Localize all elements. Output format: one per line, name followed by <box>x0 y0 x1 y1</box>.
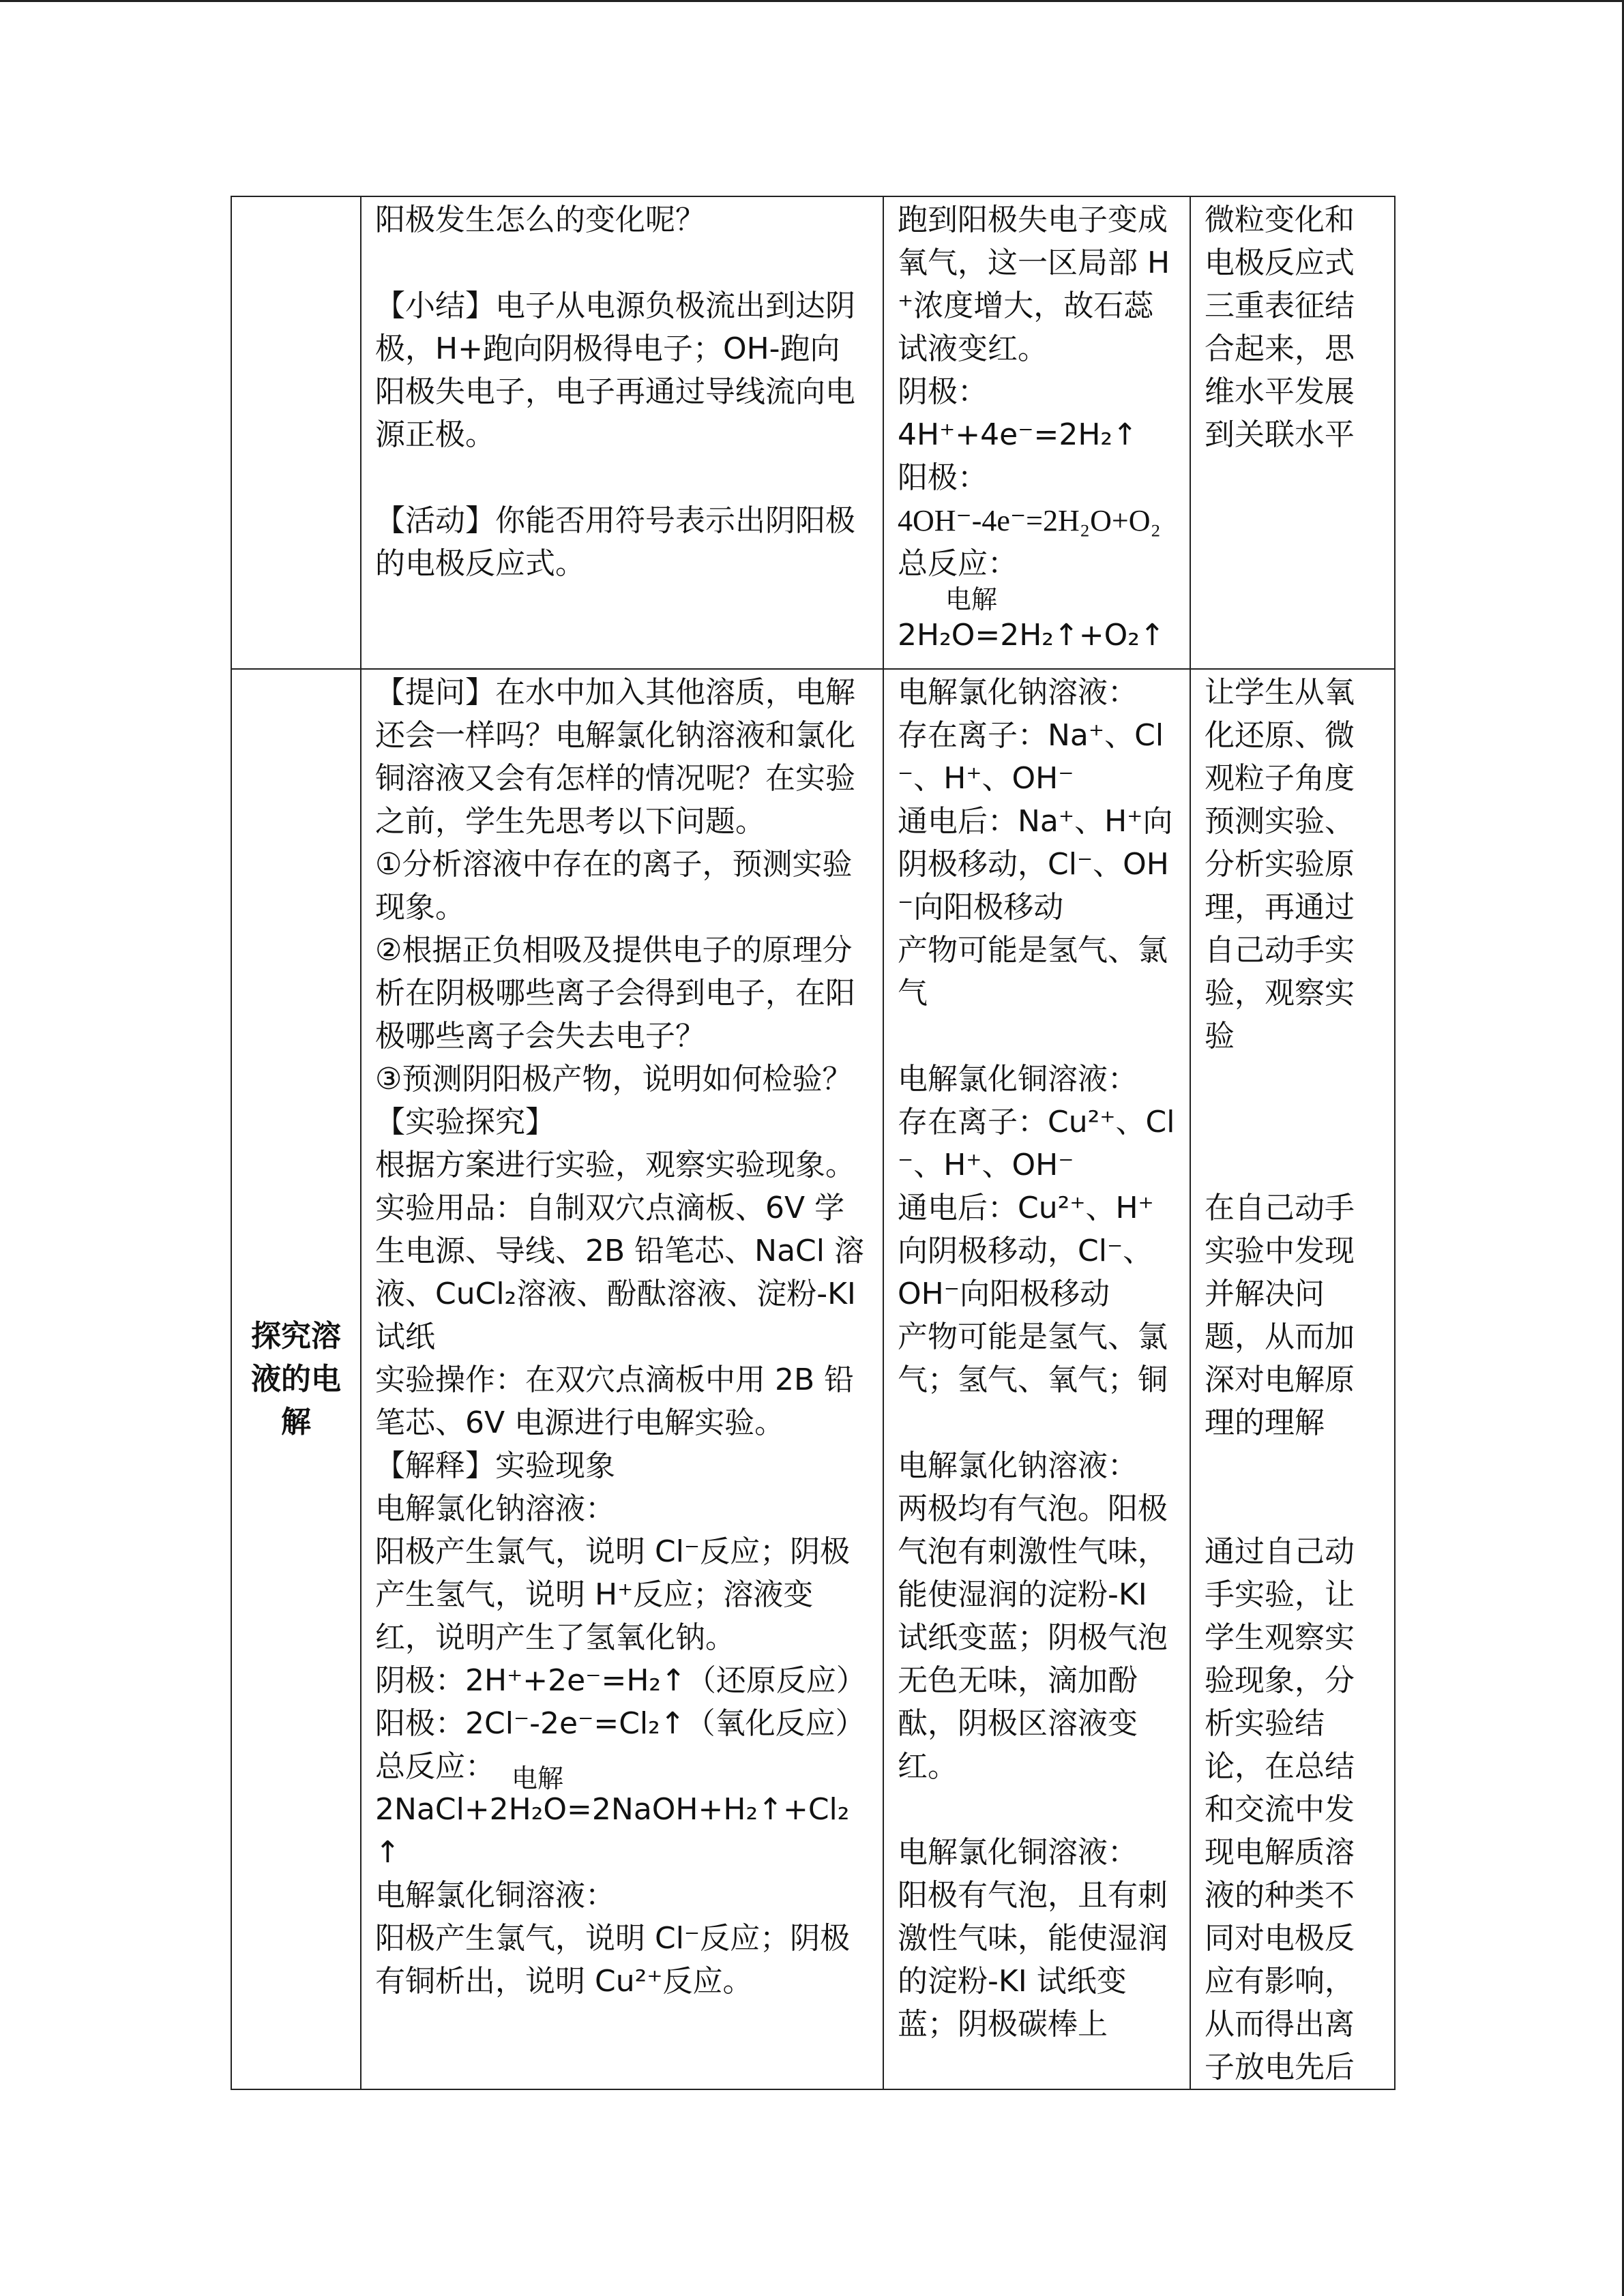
paragraph: 存在离子：Cu²⁺、Cl⁻、H⁺、OH⁻ <box>898 1105 1175 1182</box>
paragraph: ①分析溶液中存在的离子，预测实验现象。 <box>375 847 853 925</box>
paragraph: 产物可能是氢气、氯气；氢气、氧气；铜 <box>898 1320 1168 1397</box>
paragraph: 让学生从氧化还原、微观粒子角度预测实验、分析实验原理，再通过自己动手实验，观察实验 <box>1205 675 1355 1054</box>
teacher-activity-cell <box>361 196 883 669</box>
topic-cell-empty <box>231 196 361 669</box>
paragraph: 跑到阳极失电子变成氧气，这一区局部 H⁺浓度增大，故石蕊试液变红。 <box>898 203 1170 366</box>
student-activity-cell <box>883 196 1190 669</box>
paragraph: 【实验探究】 <box>375 1105 555 1139</box>
cathode-equation: 4H⁺+4e⁻=2H₂↑ <box>898 417 1138 452</box>
paragraph: 阳极有气泡，且有刺激性气味，能使湿润的淀粉-KI 试纸变蓝；阴极碳棒上 <box>898 1878 1168 2042</box>
paragraph: 通电后：Cu²⁺、H⁺向阴极移动，Cl⁻、OH⁻向阳极移动 <box>898 1191 1154 1311</box>
paragraph: 实验用品：自制双穴点滴板、6V 学生电源、导线、2B 铅笔芯、NaCl 溶液、CuCl₂溶液、酚酞溶液、淀粉-KI 试纸 <box>375 1191 864 1354</box>
student-activity-cell <box>883 669 1190 2089</box>
topic-cell <box>231 669 361 2089</box>
paragraph: 电解氯化铜溶液： <box>898 1835 1138 1870</box>
total-label: 总反应： <box>375 1749 495 1784</box>
total-equation: 2NaCl+2H₂O=2NaOH+H₂↑+Cl₂↑ <box>375 1792 850 1870</box>
paragraph: 通过自己动手实验，让学生观察实验现象，分析实验结论，在总结和交流中发现电解质溶液的种类不同对电极反应有影响，从而得出离子放电先后 <box>1205 1534 1355 2085</box>
anode-label: 阳极： <box>898 460 988 495</box>
topic-title: 探究溶液的电解 <box>251 1319 341 1440</box>
paragraph: 阳极产生氯气，说明 Cl⁻反应；阴极产生氢气，说明 H⁺反应；溶液变红，说明产生了氢氧化钠。 <box>375 1534 851 1655</box>
table-row <box>231 669 1395 2089</box>
reaction-condition: 电解 <box>512 1763 564 1793</box>
paragraph: 根据方案进行实验，观察实验现象。 <box>375 1148 855 1182</box>
cathode-label: 阴极： <box>898 374 988 409</box>
paragraph: 【小结】电子从电源负极流出到达阴极，H+跑向阴极得电子；OH-跑向阳极失电子，电子再通过导线流向电源正极。 <box>375 288 855 452</box>
paragraph: 电解氯化铜溶液： <box>375 1878 615 1913</box>
paragraph: 实验操作：在双穴点滴板中用 2B 铅笔芯、6V 电源进行电解实验。 <box>375 1362 855 1440</box>
lesson-plan-table <box>231 196 1396 2090</box>
paragraph: 电解氯化钠溶液： <box>898 675 1138 710</box>
paragraph: 电解氯化钠溶液： <box>898 1448 1138 1483</box>
paragraph: 电解氯化钠溶液： <box>375 1491 615 1526</box>
paragraph: 阳极产生氯气，说明 Cl⁻反应；阴极有铜析出，说明 Cu²⁺反应。 <box>375 1921 851 1999</box>
anode-equation: 阳极：2Cl⁻-2e⁻=Cl₂↑（氧化反应） <box>375 1706 866 1741</box>
paragraph: ③预测阴阳极产物，说明如何检验？ <box>375 1062 853 1097</box>
design-intent-cell <box>1190 669 1395 2089</box>
cathode-equation: 阴极：2H⁺+2e⁻=H₂↑（还原反应） <box>375 1663 866 1698</box>
paragraph: 【提问】在水中加入其他溶质，电解还会一样吗？电解氯化钠溶液和氯化铜溶液又会有怎样的情况呢？在实验之前，学生先思考以下问题。 <box>375 675 855 839</box>
paragraph: 阳极发生怎么的变化呢？ <box>375 203 705 237</box>
total-equation: 2H₂O=2H₂↑+O₂↑ <box>898 618 1165 653</box>
design-intent-cell <box>1190 196 1395 669</box>
paragraph: 电解氯化铜溶液： <box>898 1062 1138 1097</box>
paragraph: 【活动】你能否用符号表示出阴阳极的电极反应式。 <box>375 503 855 581</box>
paragraph: 在自己动手实验中发现并解决问题，从而加深对电解原理的理解 <box>1205 1191 1355 1440</box>
paragraph: 存在离子：Na⁺、Cl⁻、H⁺、OH⁻ <box>898 718 1164 796</box>
paragraph: 微粒变化和电极反应式三重表征结合起来，思维水平发展到关联水平 <box>1205 203 1355 452</box>
paragraph: 产物可能是氢气、氯气 <box>898 933 1168 1011</box>
reaction-condition: 电解 <box>945 584 998 614</box>
paragraph: 通电后：Na⁺、H⁺向阴极移动，Cl⁻、OH⁻向阳极移动 <box>898 804 1173 925</box>
total-label: 总反应： <box>898 546 1018 581</box>
page-top-rule <box>0 0 1624 2</box>
anode-equation: 4OH⁻-4e⁻=2H₂O+O₂ <box>898 504 1161 537</box>
paragraph: ②根据正负相吸及提供电子的原理分析在阴极哪些离子会得到电子，在阳极哪些离子会失去电子？ <box>375 933 855 1054</box>
paragraph: 【解释】实验现象 <box>375 1448 615 1483</box>
paragraph: 两极均有气泡。阳极气泡有刺激性气味，能使湿润的淀粉-KI 试纸变蓝；阴极气泡无色无味，滴加酚酞，阴极区溶液变红。 <box>898 1491 1168 1784</box>
table-row <box>231 196 1395 669</box>
teacher-activity-cell <box>361 669 883 2089</box>
